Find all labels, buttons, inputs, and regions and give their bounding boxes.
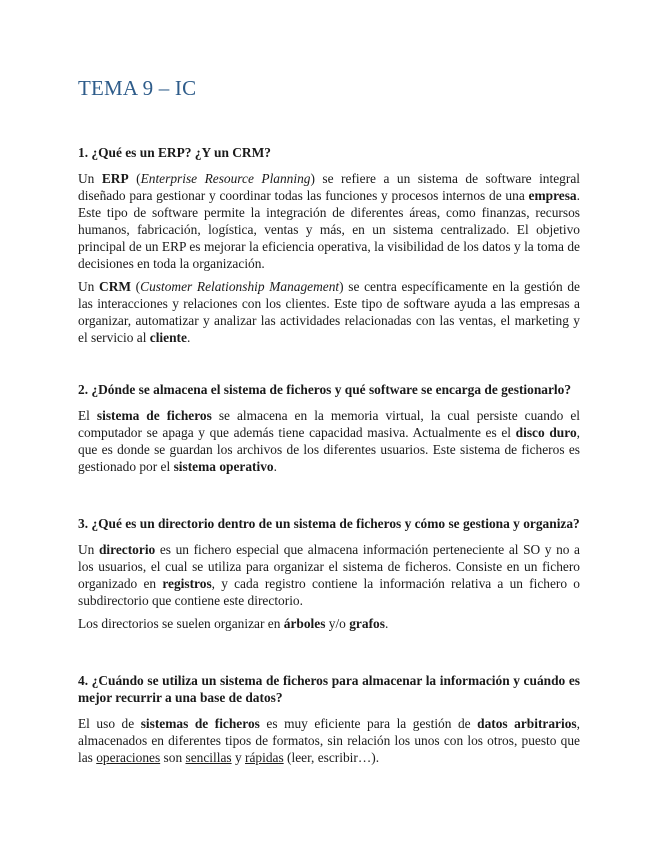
term-sencillas: sencillas — [185, 750, 232, 765]
text: y/o — [325, 616, 350, 631]
text: . — [186, 330, 191, 345]
spacer — [78, 481, 580, 515]
q1-crm-paragraph — [78, 278, 580, 346]
text: . Este tipo de software permite la integración de diferentes áreas, como finanzas, recursos humanos, fabricación, logística, ventas y más, en un sistema centralizado. El objetivo principal de un ERP es mejorar la eficiencia operativa, la visibilidad de los datos y la toma de decisiones en toda la organización. — [78, 188, 580, 271]
document-body — [78, 144, 580, 772]
term-registros: registros — [162, 576, 212, 591]
term-datos-arbitrarios: datos arbitrarios — [477, 716, 577, 731]
term-disco-duro: disco duro — [515, 425, 577, 440]
q1-erp-paragraph — [78, 170, 580, 272]
text: Un — [78, 171, 102, 186]
term-crm: CRM — [99, 279, 132, 294]
text: , y cada registro contiene la información relativa a un fichero o subdirectorio que contiene este directorio. — [78, 576, 580, 608]
text: , almacenados en diferentes tipos de formatos, sin relación los unos con los otros, puesto que las — [78, 716, 580, 765]
question-2-heading: 2. ¿Dónde se almacena el sistema de ficheros y qué software se encarga de gestionarlo? — [78, 382, 572, 397]
term-cliente: cliente — [149, 330, 187, 345]
term-operaciones: operaciones — [96, 750, 161, 765]
text: ( — [128, 171, 141, 186]
text: . — [384, 616, 389, 631]
text: ( — [131, 279, 141, 294]
text: es un fichero especial que almacena información perteneciente al SO y no a los usuarios, el cual se utiliza para organizar el sistema de ficheros. Consiste en un fichero organizado en — [78, 542, 581, 591]
text: Un — [78, 542, 99, 557]
text: es muy eficiente para la gestión de — [259, 716, 478, 731]
q3-paragraph-2 — [78, 615, 580, 632]
erp-expansion: Enterprise Resource Planning — [140, 171, 311, 186]
text: El uso de — [78, 716, 141, 731]
crm-expansion: Customer Relationship Management — [140, 279, 340, 294]
spacer — [78, 352, 580, 381]
document-title: TEMA 9 – IC — [78, 76, 197, 100]
term-sistemas-ficheros: sistemas de ficheros — [140, 716, 260, 731]
question-4-heading: 4. ¿Cuándo se utiliza un sistema de ficheros para almacenar la información y cuándo es mejor recurrir a una base de datos? — [78, 673, 580, 705]
term-sistema-ficheros: sistema de ficheros — [96, 408, 212, 423]
text: y — [231, 750, 245, 765]
term-rapidas: rápidas — [245, 750, 284, 765]
text: El — [78, 408, 97, 423]
text: ) se centra específicamente en la gestión de las interacciones y relaciones con los clientes. Este tipo de software ayuda a las empresas a organizar, automatizar y analizar las actividades relacionadas con las ventas, el marketing y el servicio al — [78, 279, 580, 345]
term-directorio: directorio — [98, 542, 156, 557]
question-1-heading: 1. ¿Qué es un ERP? ¿Y un CRM? — [78, 145, 271, 160]
q4-paragraph — [78, 715, 580, 766]
question-3-heading: 3. ¿Qué es un directorio dentro de un sistema de ficheros y cómo se gestiona y organiza? — [78, 516, 580, 531]
text: . — [273, 459, 277, 474]
text: Un — [78, 279, 100, 294]
text: son — [160, 750, 186, 765]
text: Los directorios se suelen organizar en — [78, 616, 284, 631]
term-erp: ERP — [101, 171, 129, 186]
q2-paragraph — [78, 407, 580, 475]
term-arboles: árboles — [283, 616, 326, 631]
spacer — [78, 638, 580, 672]
term-empresa: empresa — [528, 188, 577, 203]
text: se almacena en la memoria virtual, la cual persiste cuando el computador se apaga y que además tiene capacidad masiva. Actualmente es el — [78, 408, 580, 440]
q3-paragraph — [78, 541, 580, 609]
text: (leer, escribir…). — [283, 750, 380, 765]
term-sistema-operativo: sistema operativo — [173, 459, 274, 474]
term-grafos: grafos — [349, 616, 385, 631]
text: ) se refiere a un sistema de software integral diseñado para gestionar y coordinar todas las funciones y procesos internos de una — [78, 171, 580, 203]
text: , que es donde se guardan los archivos de los diferentes usuarios. Este sistema de ficheros es gestionado por el — [78, 425, 580, 474]
